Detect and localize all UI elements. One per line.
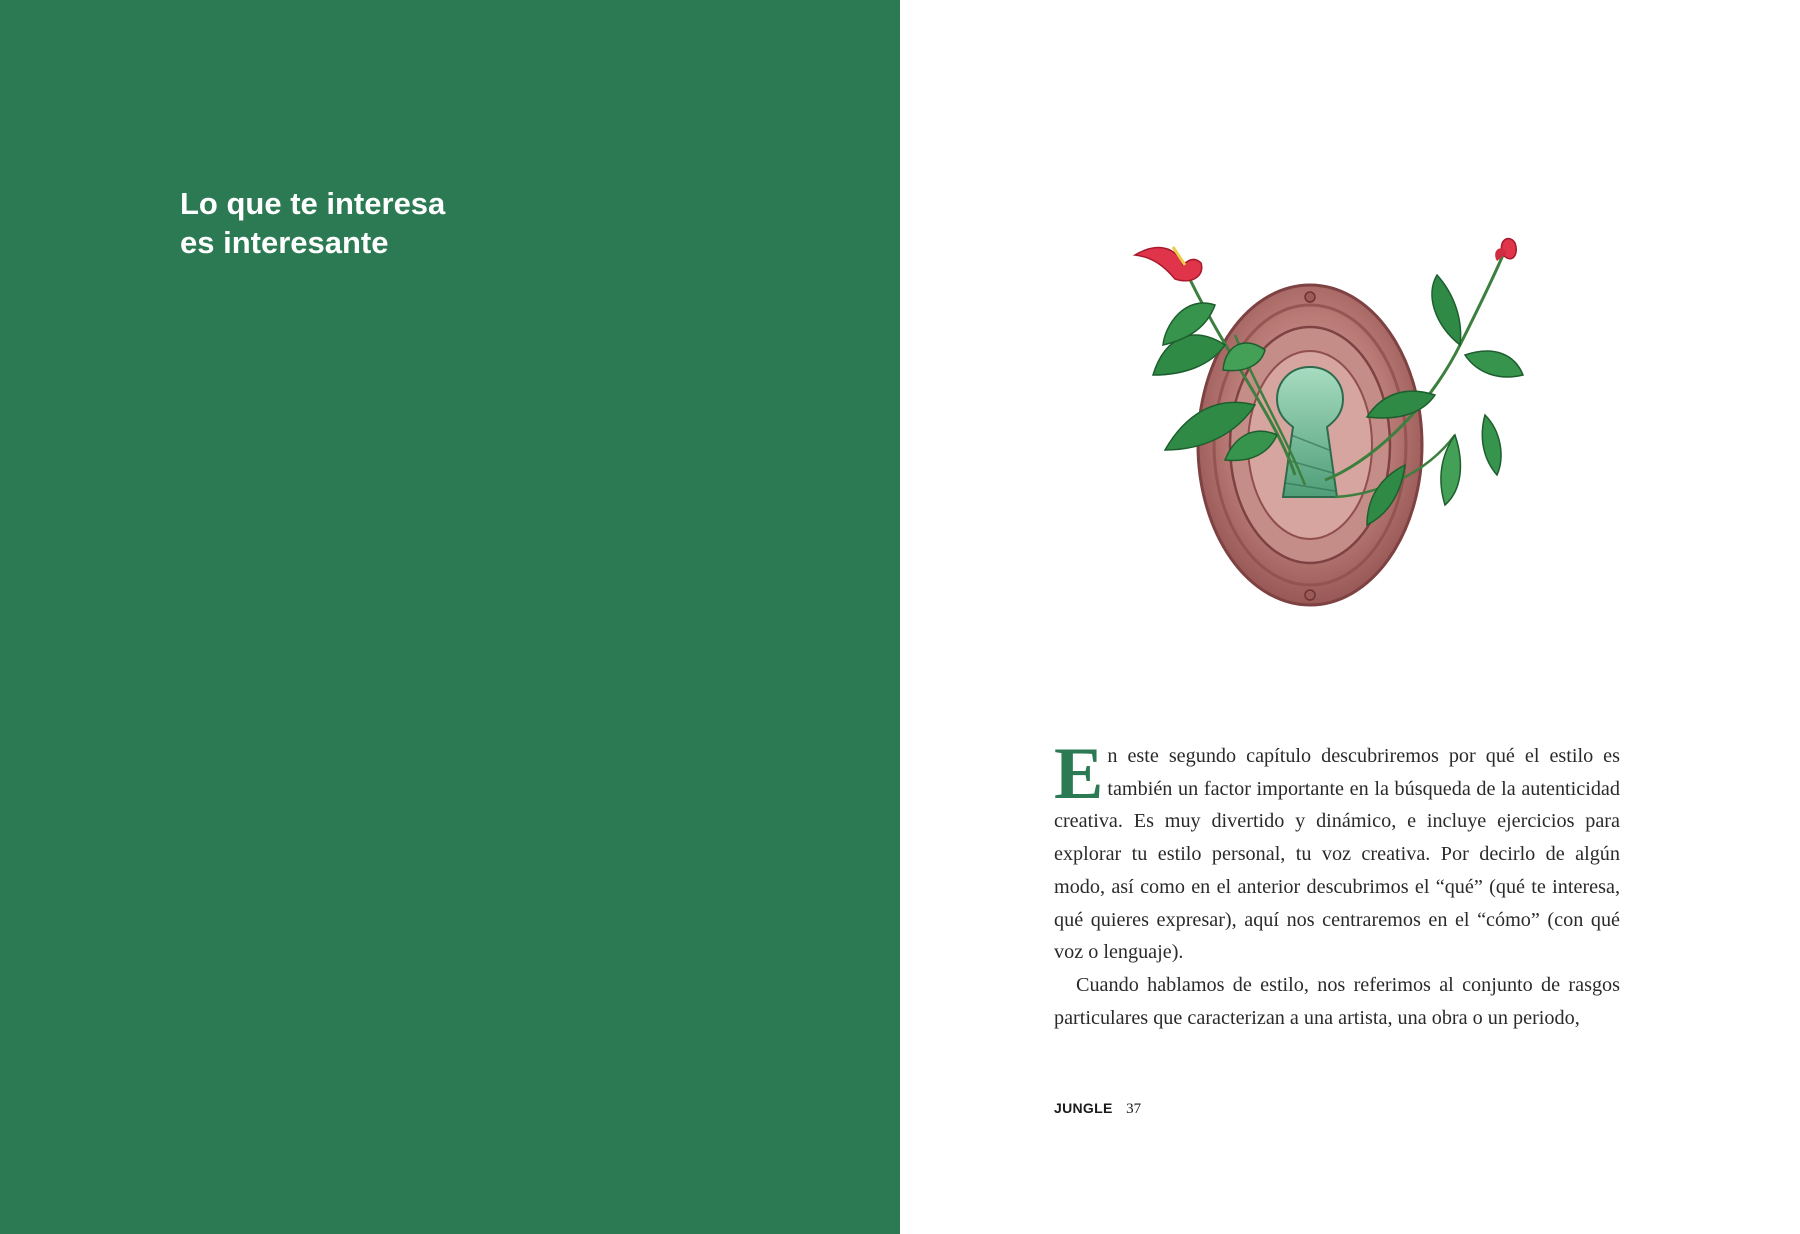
drop-cap: E bbox=[1054, 733, 1104, 815]
chapter-title bbox=[180, 184, 700, 262]
paragraph-1-text: n este segundo capítulo descubriremos por qué el estilo es también un factor importante en la búsqueda de la autenticidad creativa. Es muy divertido y dinámico, e incluye ejercicios para explorar tu estilo personal, tu voz creativa. Por decirlo de algún modo, así como en el anterior descubrimos el “qué” (qué te interesa, qué quieres expresar), aquí nos centraremos en el “cómo” (con qué voz o lenguaje). bbox=[1054, 745, 1620, 964]
paragraph-1 bbox=[1054, 733, 1620, 969]
keyhole-with-plants-illustration bbox=[1105, 235, 1525, 665]
right-page bbox=[900, 0, 1800, 1234]
running-section-name: JUNGLE bbox=[1054, 1100, 1113, 1116]
chapter-title-line-1: Lo que te interesa bbox=[180, 186, 446, 221]
page-footer bbox=[1054, 1100, 1141, 1118]
body-text bbox=[1054, 733, 1620, 1034]
chapter-title-line-2: es interesante bbox=[180, 225, 389, 260]
paragraph-2: Cuando hablamos de estilo, nos referimos al conjunto de rasgos particulares que caracterizan a una artista, una obra o un periodo, bbox=[1054, 973, 1620, 1029]
page-number: 37 bbox=[1126, 1101, 1142, 1117]
